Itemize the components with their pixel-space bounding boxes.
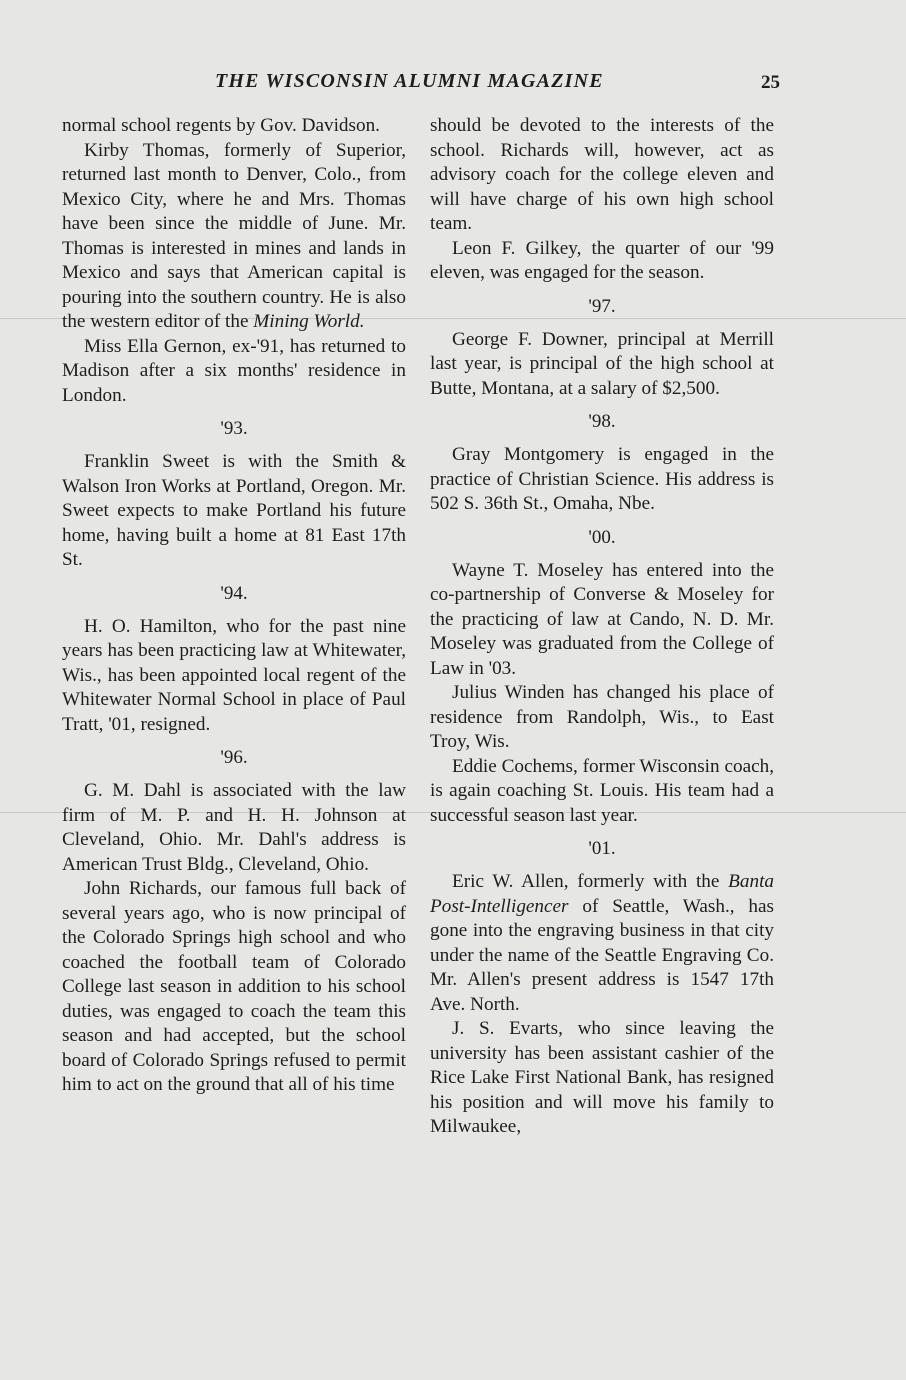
paragraph: should be devoted to the interests of the school. Richards will, however, act as advisory coach for the college eleven and will have charge of his own high school team.	[430, 115, 774, 234]
paragraph: Eddie Cochems, former Wisconsin coach, is again coaching St. Louis. His team had a successful season last year.	[430, 755, 774, 826]
paragraph: H. O. Hamilton, who for the past nine years has been practicing law at Whitewater, Wis., has been appointed local regent of the Whitewater Normal School in place of Paul Tratt, '01, resigned.	[62, 615, 406, 735]
paragraph	[62, 139, 406, 335]
paragraph: Miss Ella Gernon, ex-'91, has returned to Madison after a six months' residence in London.	[62, 335, 406, 406]
paragraph: Julius Winden has changed his place of residence from Randolph, Wis., to East Troy, Wis.	[430, 682, 774, 752]
class-year-heading: '98.	[588, 411, 616, 432]
paragraph: Gray Montgomery is engaged in the practice of Christian Science. His address is 502 S. 36th St., Omaha, Nbe.	[430, 444, 774, 514]
class-year-heading: '01.	[588, 838, 616, 859]
paragraph: G. M. Dahl is associated with the law firm of M. P. and H. H. Johnson at Cleveland, Ohio. Mr. Dahl's address is American Trust Bldg., Cleveland, Ohio.	[62, 780, 406, 875]
publication-title: Mining World.	[253, 311, 365, 332]
paragraph: Franklin Sweet is with the Smith & Walson Iron Works at Portland, Oregon. Mr. Sweet expects to make Portland his future home, having built a home at 81 East 17th St.	[62, 451, 406, 570]
right-column	[430, 114, 774, 1140]
paragraph-text: Kirby Thomas, formerly of Superior, returned last month to Denver, Colo., from Mexico City, where he and Mrs. Thomas have been since the middle of June. Mr. Thomas is interested in mines and lands in Mexico and says that American capital is pouring into the southern country. He is also the western editor of the	[62, 139, 406, 332]
magazine-title: THE WISCONSIN ALUMNI MAGAZINE	[215, 70, 604, 92]
class-year-heading: '97.	[588, 295, 616, 317]
class-year-heading: '93.	[220, 418, 248, 439]
paragraph: normal school regents by Gov. Davidson.	[62, 115, 380, 136]
left-column	[62, 114, 406, 1098]
paragraph: John Richards, our famous full back of several years ago, who is now principal of the Colorado Springs high school and who coached the football team of Colorado College last season in addition to his school duties, was engaged to coach the team this season and had accepted, but the school board of Colorado Springs refused to permit him to act on the ground that all of his time	[62, 878, 406, 1095]
paragraph: Leon F. Gilkey, the quarter of our '99 eleven, was engaged for the season.	[430, 237, 774, 283]
paragraph-text: of Seattle, Wash., has gone into the engraving business in that city under the name of the Seattle Engraving Co. Mr. Allen's present address is 1547 17th Ave. North.	[430, 895, 774, 1015]
paragraph	[430, 870, 774, 1017]
class-year-heading: '00.	[588, 526, 616, 548]
paragraph: George F. Downer, principal at Merrill last year, is principal of the high school at Butte, Montana, at a salary of $2,500.	[430, 328, 774, 399]
paragraph: J. S. Evarts, who since leaving the university has been assistant cashier of the Rice Lake First National Bank, has resigned his position and will move his family to Milwaukee,	[430, 1018, 774, 1137]
publication-title: Banta Post-Intelligencer	[430, 871, 775, 917]
class-year-heading: '96.	[220, 747, 248, 768]
class-year-heading: '94.	[220, 582, 248, 604]
paragraph: Wayne T. Moseley has entered into the co-partnership of Converse & Moseley for the practicing of law at Cando, N. D. Mr. Moseley was graduated from the College of Law in '03.	[430, 559, 774, 679]
paragraph-text: Eric W. Allen, formerly with the	[452, 871, 720, 892]
page-number: 25	[761, 72, 780, 93]
running-header	[60, 68, 780, 98]
